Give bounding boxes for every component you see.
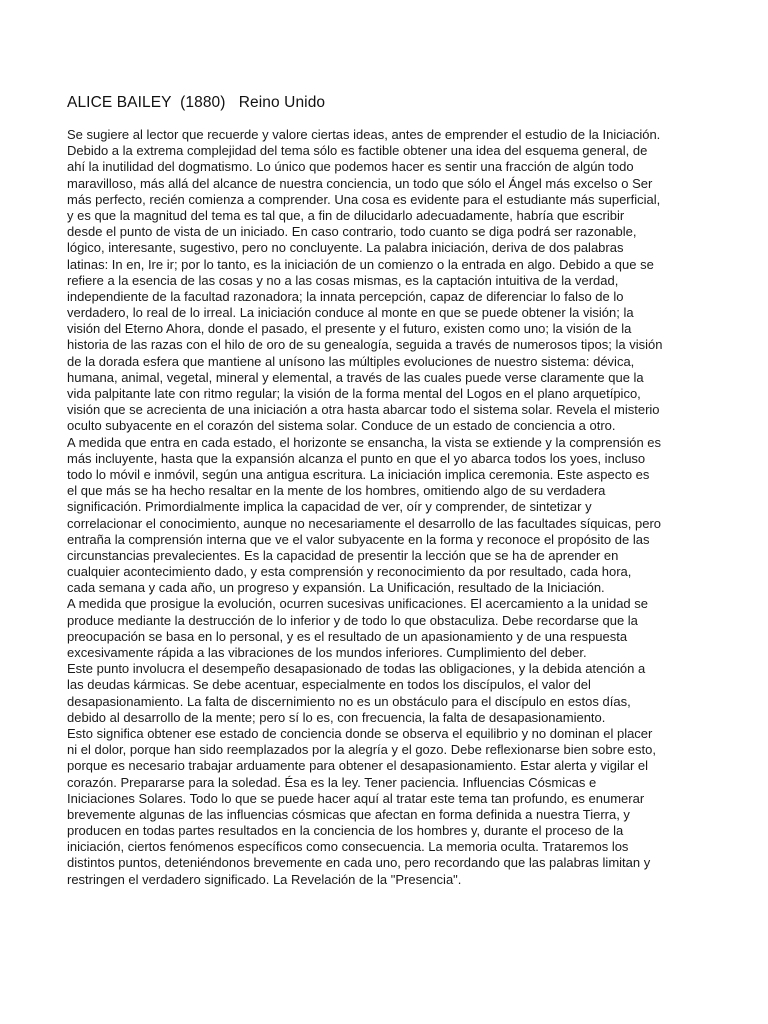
text-line: Debido a la extrema complejidad del tema sólo es factible obtener una idea del esquema general, de	[67, 143, 648, 159]
text-line: ahí la inutilidad del dogmatismo. Lo único que podemos hacer es sentir una fracción de algún todo	[67, 159, 634, 175]
text-line: más incluyente, hasta que la expansión alcanza el punto en que el yo abarca todos los yoes, incluso	[67, 450, 646, 466]
text-line: y es que la magnitud del tema es tal que, a fin de dilucidarlo adecuadamente, habría que escribir	[67, 207, 625, 223]
text-line: independiente de la facultad razonadora; la innata percepción, capaz de diferenciar lo falso de lo	[67, 288, 624, 304]
body-text	[67, 127, 707, 888]
text-line: Se sugiere al lector que recuerde y valore ciertas ideas, antes de emprender el estudio de la Iniciación.	[67, 127, 661, 142]
text-line: Esto significa obtener ese estado de conciencia donde se observa el equilibrio y no dominan el placer	[67, 725, 653, 741]
text-line: visión del Eterno Ahora, donde el pasado, el presente y el futuro, existen como uno; la visión de la	[67, 321, 632, 337]
text-line: correlacionar el conocimiento, aunque no necesariamente el desarrollo de las facultades síquicas, pero	[67, 515, 662, 531]
text-line: Iniciaciones Solares. Todo lo que se puede hacer aquí al tratar este tema tan profundo, es enumerar	[67, 790, 645, 806]
text-line: lógico, interesante, sugestivo, pero no concluyente. La palabra iniciación, deriva de dos palabras	[67, 240, 624, 256]
text-line: circunstancias prevalecientes. Es la capacidad de presentir la lección que se ha de aprender en	[67, 547, 619, 563]
text-line: cualquier acontecimiento dado, y esta comprensión y reconocimiento da por resultado, cada hora,	[67, 564, 632, 580]
text-line: vida palpitante late con ritmo regular; la visión de la forma mental del Logos en el plano arquetípico,	[67, 386, 641, 401]
text-line: debido al desarrollo de la mente; pero sí lo es, con frecuencia, la falta de desapasionamiento.	[67, 709, 606, 725]
text-line: significación. Primordialmente implica la capacidad de ver, oír y comprender, de sintetizar y	[67, 499, 592, 515]
text-line: todo lo móvil e inmóvil, según una antigua escritura. La iniciación implica ceremonia. Este aspecto es	[67, 466, 650, 482]
text-line: cada semana y cada año, un progreso y expansión. La Unificación, resultado de la Iniciación.	[67, 580, 605, 596]
text-line: humana, animal, vegetal, mineral y elemental, a través de las cuales puede verse claramente que la	[67, 369, 644, 385]
text-line: de la dorada esfera que mantiene al unísono las múltiples evoluciones de nuestro sistema: dévica,	[67, 353, 635, 369]
text-line: las deudas kármicas. Se debe acentuar, especialmente en todos los discípulos, el valor del	[67, 677, 591, 693]
text-line: restringen el verdadero significado. La Revelación de la "Presencia".	[67, 871, 462, 887]
text-line: A medida que prosigue la evolución, ocurren sucesivas unificaciones. El acercamiento a la unidad se	[67, 596, 649, 612]
text-line: latinas: In en, Ire ir; por lo tanto, es la iniciación de un comienzo o la entrada en algo. Debido a que se	[67, 256, 654, 272]
text-line: maravilloso, más allá del alcance de nuestra conciencia, un todo que sólo el Ángel más excelso o Ser	[67, 175, 653, 191]
text-line: visión que se acrecienta de una iniciación a otra hasta abarcar todo el sistema solar. Revela el misterio	[67, 402, 660, 418]
text-line: porque es necesario trabajar arduamente para obtener el desapasionamiento. Estar alerta y vigilar el	[67, 758, 649, 774]
text-line: ni el dolor, porque han sido reemplazados por la alegría y el gozo. Debe reflexionarse bien sobre esto,	[67, 742, 656, 758]
text-line: produce mediante la destrucción de lo inferior y de todo lo que obstaculiza. Debe recordarse que la	[67, 612, 638, 628]
text-line: producen en todas partes resultados en la conciencia de los hombres y, durante el proceso de la	[67, 823, 624, 839]
text-line: historia de las razas con el hilo de oro de su genealogía, seguida a través de numerosos tipos; la visión	[67, 337, 663, 353]
text-line: distintos puntos, deteniéndonos brevemente en cada uno, pero recordando que las palabras limitan y	[67, 855, 651, 871]
text-line: excesivamente rápida a las vibraciones de los mundos inferiores. Cumplimiento del deber.	[67, 645, 587, 660]
text-line: más perfecto, recién comienza a comprender. Una cosa es evidente para el estudiante más superficial,	[67, 191, 661, 207]
text-line: entraña la comprensión interna que ve el valor subyacente en la forma y reconoce el propósito de las	[67, 531, 650, 547]
text-line: corazón. Prepararse para la soledad. Ésa es la ley. Tener paciencia. Influencias Cósmicas e	[67, 774, 597, 790]
text-line: verdadero, lo real de lo irreal. La iniciación conduce al monte en que se puede obtener la visión; la	[67, 305, 634, 321]
text-line: oculto subyacente en el corazón del sistema solar. Conduce de un estado de conciencia a otro.	[67, 418, 616, 434]
text-line: iniciación, ciertos fenómenos específicos como consecuencia. La memoria oculta. Trataremos los	[67, 839, 629, 855]
text-line: brevemente algunas de las influencias cósmicas que afectan en forma definida a nuestra Tierra, y	[67, 806, 630, 822]
text-line: desde el punto de vista de un iniciado. En caso contrario, todo cuanto se diga podrá ser razonable,	[67, 224, 637, 240]
text-line: preocupación se basa en lo personal, y es el resultado de un apasionamiento y de una respuesta	[67, 628, 628, 644]
page-title: ALICE BAILEY (1880) Reino Unido	[67, 94, 326, 111]
text-line: A medida que entra en cada estado, el horizonte se ensancha, la vista se extiende y la comprensión es	[67, 434, 662, 450]
text-line: el que más se ha hecho resaltar en la mente de los hombres, omitiendo algo de su verdadera	[67, 483, 606, 499]
text-line: refiere a la esencia de las cosas y no a las cosas mismas, es la captación intuitiva de la verdad,	[67, 272, 619, 288]
text-line: desapasionamiento. La falta de discernimiento no es un obstáculo para el discípulo en estos días,	[67, 693, 631, 709]
text-line: Este punto involucra el desempeño desapasionado de todas las obligaciones, y la debida atención a	[67, 661, 646, 677]
